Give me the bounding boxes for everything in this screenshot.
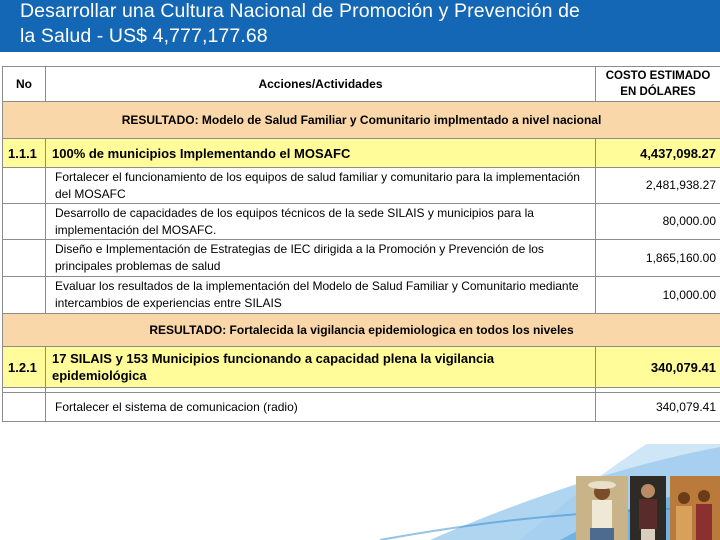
result-row — [3, 102, 720, 139]
photo-crowd-icon — [670, 476, 720, 540]
header-cost-line1: COSTO ESTIMADO — [605, 70, 711, 82]
item-2-number: 1.2.1 — [3, 347, 46, 388]
header-cost-line2: EN DÓLARES — [620, 86, 696, 98]
activity-amount: 80,000.00 — [596, 204, 720, 240]
header-cost — [596, 67, 720, 102]
header-no: No — [3, 67, 46, 102]
activity-amount: 10,000.00 — [596, 277, 720, 314]
result-2: RESULTADO: Fortalecida la vigilancia epidemiologica en todos los niveles — [3, 314, 720, 347]
activity-row — [3, 393, 720, 422]
budget-table-panel — [2, 62, 720, 444]
header-actions: Acciones/Actividades — [46, 67, 596, 102]
title-bar — [0, 0, 720, 52]
item-1-title: 100% de municipios Implementando el MOSAFC — [46, 139, 596, 168]
header-row — [3, 67, 720, 102]
photo-people-icon — [576, 476, 628, 540]
activity-text: Evaluar los resultados de la implementación del Modelo de Salud Familiar y Comunitario mediante intercambios de experiencias entre SILAIS — [46, 277, 596, 314]
activity-row — [3, 168, 720, 204]
activity-no-cell — [3, 204, 46, 240]
item-2-amount: 340,079.41 — [596, 347, 720, 388]
result-row — [3, 314, 720, 347]
activity-text: Desarrollo de capacidades de los equipos técnicos de la sede SILAIS y municipios para la implementación del MOSAFC. — [46, 204, 596, 240]
activity-text: Diseño e Implementación de Estrategias de IEC dirigida a la Promoción y Prevención de los principales problemas de salud — [46, 240, 596, 277]
activity-row — [3, 277, 720, 314]
slide-title-line2: la Salud - US$ 4,777,177.68 — [20, 25, 268, 47]
activity-amount: 340,079.41 — [596, 393, 720, 422]
activity-no-cell — [3, 168, 46, 204]
item-2-title: 17 SILAIS y 153 Municipios funcionando a capacidad plena la vigilancia epidemiológica — [46, 347, 596, 388]
photo-portrait-icon — [630, 476, 666, 540]
activity-amount: 1,865,160.00 — [596, 240, 720, 277]
item-row — [3, 139, 720, 168]
item-1-number: 1.1.1 — [3, 139, 46, 168]
activity-text: Fortalecer el sistema de comunicacion (radio) — [46, 393, 596, 422]
activity-no-cell — [3, 393, 46, 422]
activity-text: Fortalecer el funcionamiento de los equipos de salud familiar y comunitario para la implementación del MOSAFC — [46, 168, 596, 204]
activity-no-cell — [3, 240, 46, 277]
activity-row — [3, 240, 720, 277]
slide-title-line1: Desarrollar una Cultura Nacional de Promoción y Prevención de — [20, 0, 580, 22]
activity-no-cell — [3, 277, 46, 314]
item-1-amount: 4,437,098.27 — [596, 139, 720, 168]
item-row — [3, 347, 720, 388]
activity-amount: 2,481,938.27 — [596, 168, 720, 204]
result-1: RESULTADO: Modelo de Salud Familiar y Comunitario implmentado a nivel nacional — [3, 102, 720, 139]
activity-row — [3, 204, 720, 240]
budget-table — [2, 66, 720, 422]
